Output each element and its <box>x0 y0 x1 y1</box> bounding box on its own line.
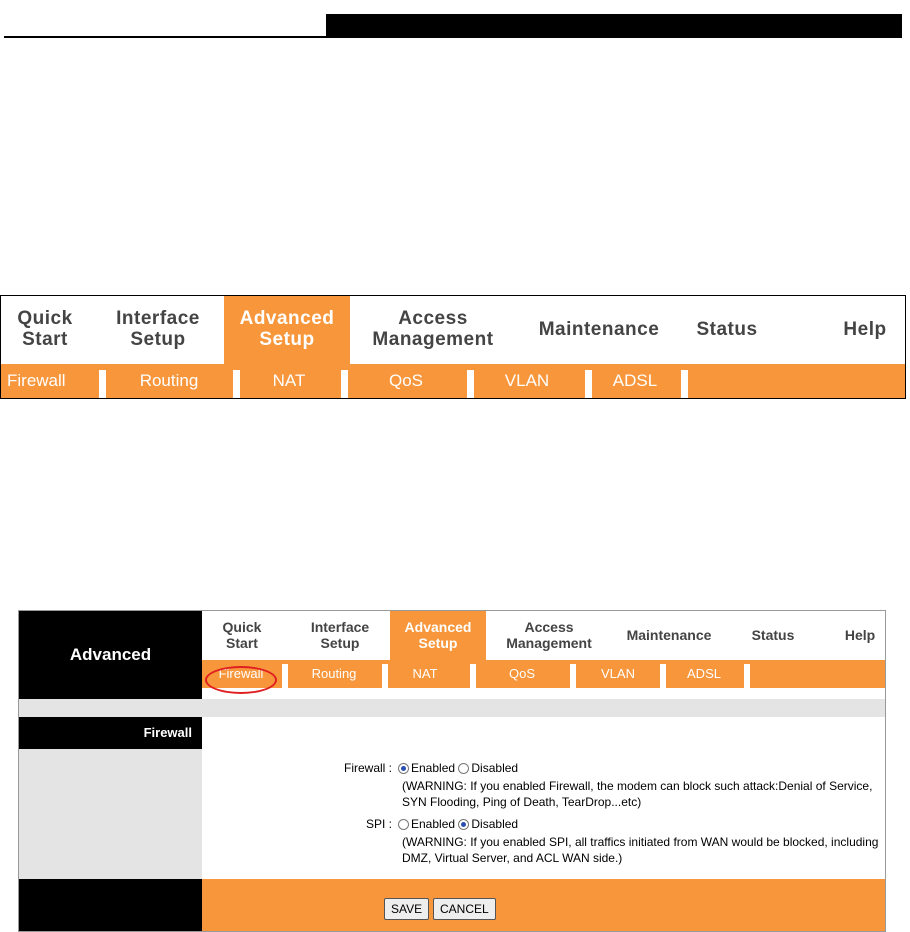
menu-status[interactable]: Status <box>751 626 795 643</box>
footer-left <box>19 879 202 931</box>
firewall-label: Firewall : <box>343 761 392 775</box>
spi-label: SPI : <box>365 817 392 831</box>
brand-logo: Advanced <box>19 611 202 699</box>
menu-help[interactable]: Help <box>843 318 887 340</box>
menu-access-management[interactable]: Access Management <box>372 308 494 350</box>
submenu-divider <box>233 370 240 398</box>
spi-warning: (WARNING: If you enabled SPI, all traffics initiated from WAN would be blocked, including DMZ, Virtual Server, and ACL WAN side.) <box>402 835 879 865</box>
submenu-vlan[interactable]: VLAN <box>601 666 635 681</box>
nav-small <box>202 611 885 699</box>
header-line <box>4 36 326 38</box>
submenu-bar <box>1 364 905 398</box>
submenu-vlan[interactable]: VLAN <box>504 371 550 390</box>
submenu-divider <box>585 370 592 398</box>
submenu-routing[interactable]: Routing <box>311 666 357 681</box>
menu-help[interactable]: Help <box>844 626 876 643</box>
submenu-bar <box>202 660 885 688</box>
firewall-form <box>202 717 885 879</box>
submenu-nat[interactable]: NAT <box>412 666 438 681</box>
save-button[interactable]: SAVE <box>384 898 429 920</box>
submenu-adsl[interactable]: ADSL <box>612 371 658 390</box>
menu-status[interactable]: Status <box>696 318 758 340</box>
menu-interface-setup[interactable]: Interface Setup <box>310 619 370 651</box>
firewall-enabled-label: Enabled <box>411 761 456 775</box>
firewall-warning: (WARNING: If you enabled Firewall, the modem can block such attack:Denial of Service, SYN Flooding, Ping of Death, TearDrop...etc) <box>402 779 873 809</box>
menu-quick-start[interactable]: Quick Start <box>17 308 73 350</box>
submenu-divider <box>660 664 666 688</box>
submenu-qos[interactable]: QoS <box>388 371 424 390</box>
submenu-divider <box>681 370 688 398</box>
spi-options <box>398 817 518 831</box>
submenu-divider <box>341 370 348 398</box>
submenu-routing[interactable]: Routing <box>139 371 199 390</box>
submenu-divider <box>282 664 288 688</box>
firewall-disabled-label: Disabled <box>471 761 519 775</box>
submenu-divider <box>382 664 388 688</box>
firewall-screenshot <box>18 610 886 932</box>
firewall-disabled-radio[interactable] <box>458 763 469 774</box>
submenu-divider <box>744 664 750 688</box>
menu-advanced-setup[interactable]: Advanced Setup <box>390 611 486 660</box>
menu-advanced-setup[interactable]: Advanced Setup <box>224 296 350 364</box>
menu-interface-setup[interactable]: Interface Setup <box>116 308 200 350</box>
header-bar <box>326 14 902 38</box>
status-strip <box>19 699 885 717</box>
submenu-firewall[interactable]: Firewall <box>7 371 66 390</box>
submenu-divider <box>570 664 576 688</box>
submenu-divider <box>467 370 474 398</box>
submenu-divider <box>470 664 476 688</box>
menu-access-management[interactable]: Access Management <box>506 619 592 651</box>
cancel-button[interactable]: CANCEL <box>433 898 496 920</box>
submenu-qos[interactable]: QoS <box>508 666 535 681</box>
footer-bar <box>202 879 885 931</box>
submenu-adsl[interactable]: ADSL <box>687 666 721 681</box>
section-title: Firewall <box>19 717 202 749</box>
menu-maintenance[interactable]: Maintenance <box>538 318 660 340</box>
submenu-divider <box>99 370 106 398</box>
firewall-options <box>398 761 518 775</box>
spi-enabled-radio[interactable] <box>398 819 409 830</box>
menu-quick-start[interactable]: Quick Start <box>222 619 262 651</box>
submenu-nat[interactable]: NAT <box>272 371 306 390</box>
submenu-firewall[interactable]: Firewall <box>218 666 264 681</box>
spi-enabled-label: Enabled <box>411 817 456 831</box>
spi-disabled-label: Disabled <box>471 817 519 831</box>
firewall-enabled-radio[interactable] <box>398 763 409 774</box>
spi-disabled-radio[interactable] <box>458 819 469 830</box>
menu-maintenance[interactable]: Maintenance <box>626 626 712 643</box>
nav-figure-large <box>0 295 906 399</box>
highlight-circle <box>205 666 277 694</box>
